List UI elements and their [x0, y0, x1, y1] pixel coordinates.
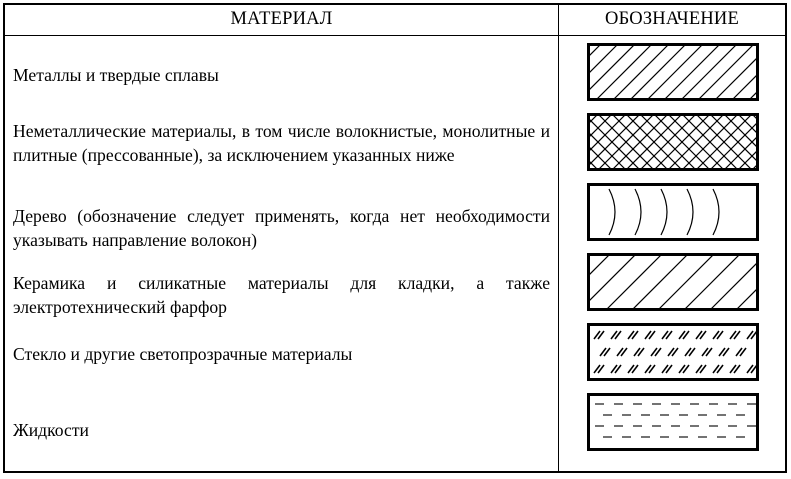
materials-table [3, 3, 787, 473]
table-header [5, 5, 785, 36]
material-text-metals: Металлы и твердые сплавы [13, 65, 219, 85]
header-symbol: ОБОЗНАЧЕНИЕ [605, 9, 739, 29]
symbol-wood [587, 183, 759, 241]
symbol-glass [587, 323, 759, 381]
material-text-liquids: Жидкости [13, 420, 89, 440]
symbol-liquids [587, 393, 759, 451]
symbol-metals [587, 43, 759, 101]
material-text-ceramics: Керамика и силикатные материалы для кладки, а также электротехнический фарфор [13, 273, 550, 317]
header-material: МАТЕРИАЛ [230, 9, 333, 29]
column-divider [558, 5, 559, 471]
material-text-glass: Стекло и другие светопрозрачные материалы [13, 344, 353, 364]
material-text-wood: Дерево (обозначение следует применять, когда нет необходимости указывать направление волокон) [13, 206, 550, 250]
symbol-ceramics [587, 253, 759, 311]
symbol-nonmetals [587, 113, 759, 171]
material-text-nonmetals: Неметаллические материалы, в том числе волокнистые, монолитные и плитные (прессованные), за исключением указанных ниже [13, 121, 550, 165]
